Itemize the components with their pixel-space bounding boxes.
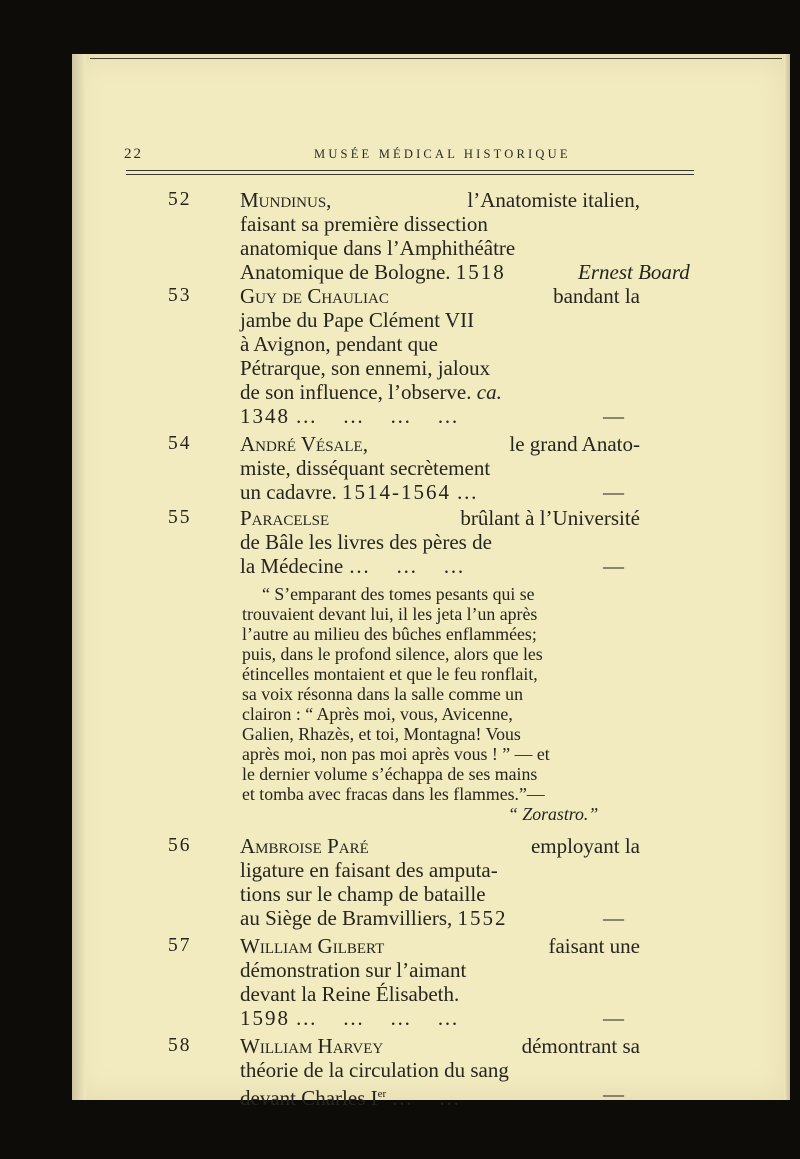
artist-credit: — — [603, 480, 624, 504]
entry-line: Mundinus, l’Anatomiste italien, — [240, 188, 640, 212]
quote-line: puis, dans le profond silence, alors que les — [242, 644, 543, 664]
entry-year: 1518 — [455, 260, 506, 284]
entry-name: Mundinus, — [240, 188, 332, 212]
entry-line: Pétrarque, son ennemi, jaloux — [240, 356, 491, 380]
quote-line: clairon : “ Après moi, vous, Avicenne, — [242, 704, 513, 724]
entry-number: 54 — [168, 433, 192, 454]
entry-line: anatomique dans l’Amphithéâtre — [240, 236, 516, 260]
quote-line: le dernier volume s’échappa de ses mains — [242, 764, 538, 784]
entry-name: Paracelse — [240, 506, 330, 530]
entry-line — [240, 404, 640, 428]
artist-credit: — — [603, 1082, 624, 1106]
entry-line: ligature en faisant des amputa- — [240, 858, 498, 882]
entry-year: 1514-1564 — [342, 480, 452, 504]
entry-name: William Gilbert — [240, 934, 385, 958]
entry-number: 55 — [168, 507, 192, 528]
quote-line: trouvaient devant lui, il les jeta l’un après — [242, 604, 538, 624]
entry-line: faisant sa première dissection — [240, 212, 488, 236]
quote-line: l’autre au milieu des bûches enflammées; — [242, 624, 537, 644]
entry-line: au Siège de Bramvilliers, 1552 — [240, 906, 508, 930]
entry-line: tions sur le champ de bataille — [240, 882, 486, 906]
quote-line: sa voix résonna dans la salle comme un — [242, 684, 523, 704]
entry-line: à Avignon, pendant que — [240, 332, 438, 356]
artist-credit: — — [603, 906, 624, 930]
entry-line: André Vésale, le grand Anato- — [240, 432, 640, 456]
superscript: er — [377, 1088, 387, 1100]
entry-line: William Harvey démontrant sa — [240, 1034, 640, 1058]
running-head: MUSÉE MÉDICAL HISTORIQUE — [314, 147, 571, 161]
entry-year: 1348 — [240, 404, 290, 428]
entry-line: Paracelse brûlant à l’Université — [240, 506, 640, 530]
entry-line: miste, disséquant secrètement — [240, 456, 491, 480]
entry-line: de son influence, l’observe. ca. — [240, 380, 502, 404]
dot-leader: … … — [391, 1086, 460, 1110]
entry-number: 56 — [168, 835, 192, 856]
entry-number: 53 — [168, 285, 192, 306]
dot-leader: … — [456, 480, 478, 504]
artist-credit: Ernest Board — [578, 260, 690, 284]
quote-line: après moi, non pas moi après vous ! ” — et — [242, 744, 550, 764]
dot-leader: … … … — [348, 554, 464, 578]
quote-line: Galien, Rhazès, et toi, Montagna! Vous — [242, 724, 521, 744]
entry-line: théorie de la circulation du sang — [240, 1058, 509, 1082]
entry-year: 1598 — [240, 1006, 290, 1030]
entry-line: démonstration sur l’aimant — [240, 958, 467, 982]
page-number: 22 — [124, 146, 143, 162]
entry-line: la Médecine … … … — [240, 554, 464, 578]
artist-credit: — — [603, 554, 624, 578]
entry-line: jambe du Pape Clément VII — [240, 308, 475, 332]
quote-line: et tomba avec fracas dans les flammes.”— — [242, 784, 545, 804]
entry-number: 57 — [168, 935, 192, 956]
entry-line: devant Charles Ier … … — [240, 1086, 460, 1110]
circa-mark: ca. — [476, 380, 502, 404]
entry-line: devant la Reine Élisabeth. — [240, 982, 460, 1006]
artist-credit: — — [603, 1006, 624, 1030]
entry-line: Guy de Chauliac bandant la — [240, 284, 640, 308]
entry-number: 52 — [168, 189, 192, 210]
dot-leader: … … … … — [295, 1006, 458, 1030]
entry-name: Ambroise Paré — [240, 834, 369, 858]
quote-source: “ Zorastro.” — [508, 804, 599, 824]
quote-line: étincelles montaient et que le feu ronflait, — [242, 664, 538, 684]
entry-line: William Gilbert faisant une — [240, 934, 640, 958]
entry-name: André Vésale, — [240, 432, 368, 456]
artist-credit: — — [603, 404, 624, 428]
entry-name: Guy de Chauliac — [240, 284, 389, 308]
entry-number: 58 — [168, 1035, 192, 1056]
entry-year: 1552 — [457, 906, 508, 930]
entry-line: Ambroise Paré employant la — [240, 834, 640, 858]
entry-line: Anatomique de Bologne. 1518 — [240, 260, 506, 284]
entry-name: William Harvey — [240, 1034, 384, 1058]
quote-line: “ S’emparant des tomes pesants qui se — [262, 584, 535, 604]
entry-line: un cadavre. 1514-1564 … — [240, 480, 478, 504]
entry-line — [240, 1006, 640, 1030]
entry-line: de Bâle les livres des pères de — [240, 530, 492, 554]
dot-leader: … … … … — [295, 404, 458, 428]
